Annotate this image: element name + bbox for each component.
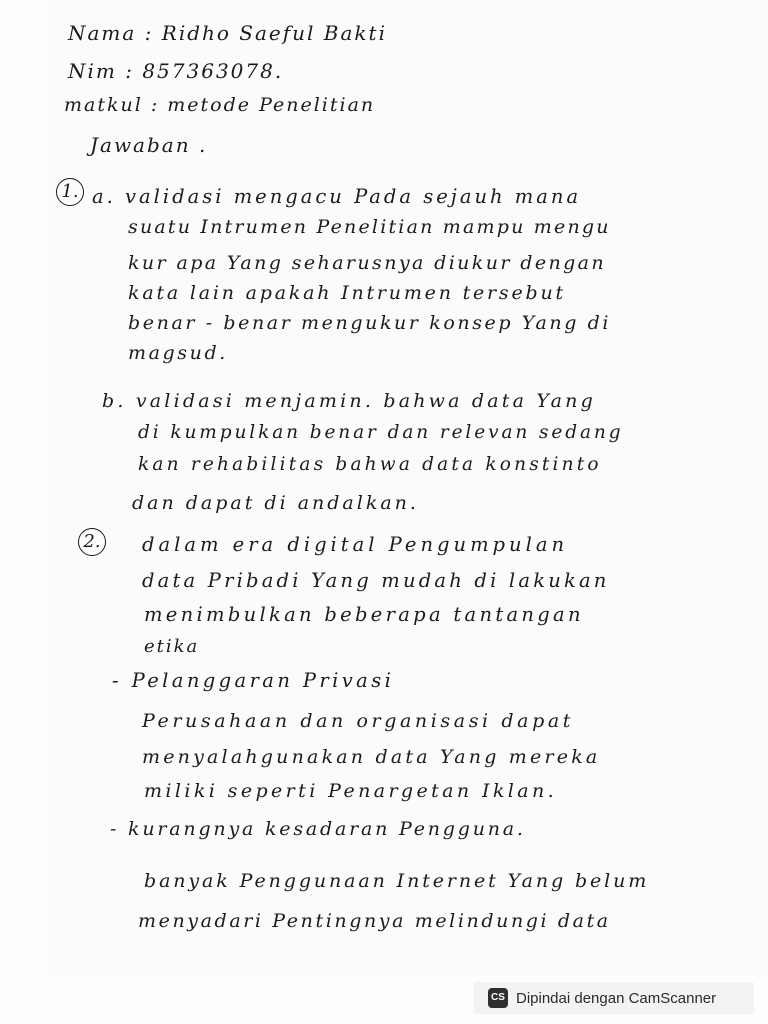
q2-line-5: - Pelanggaran Privasi (112, 669, 395, 692)
header-nim: Nim : 857363078. (68, 59, 284, 83)
q2-line-1: dalam era digital Pengumpulan (142, 533, 569, 556)
q2-line-9: - kurangnya kesadaran Pengguna. (110, 818, 526, 840)
q1b-line-2: di kumpulkan benar dan relevan sedang (138, 422, 624, 443)
q2-line-2: data Pribadi Yang mudah di lakukan (142, 569, 610, 592)
q2-line-11: menyadari Pentingnya melindungi data (138, 910, 611, 932)
camscanner-text: Dipindai dengan CamScanner (516, 989, 717, 1007)
q2-line-3: menimbulkan beberapa tantangan (144, 603, 584, 626)
q1b-line-1: b. validasi menjamin. bahwa data Yang (102, 390, 596, 412)
jawaban-heading: Jawaban . (90, 133, 208, 157)
question-2-number: 2. (78, 528, 106, 556)
camscanner-logo-icon: CS (488, 988, 508, 1008)
q1a-line-2: suatu Intrumen Penelitian mampu mengu (128, 216, 611, 238)
question-1-number: 1. (56, 178, 84, 206)
camscanner-watermark (474, 982, 754, 1014)
header-matkul: matkul : metode Penelitian (64, 94, 376, 116)
handwritten-sheet (46, 0, 768, 975)
q2-line-7: menyalahgunakan data Yang mereka (142, 746, 601, 768)
header-nama: Nama : Ridho Saeful Bakti (68, 21, 387, 45)
q1a-line-3: kur apa Yang seharusnya diukur dengan (128, 252, 607, 274)
q1a-line-5: benar - benar mengukur konsep Yang di (128, 312, 612, 334)
q1a-line-4: kata lain apakah Intrumen tersebut (128, 282, 566, 304)
q2-line-8: miliki seperti Penargetan Iklan. (144, 780, 558, 802)
q1b-line-3: kan rehabilitas bahwa data konstinto (138, 454, 602, 475)
q1a-line-1: a. validasi mengacu Pada sejauh mana (92, 185, 582, 208)
q1a-line-6: magsud. (128, 342, 228, 364)
q2-line-6: Perusahaan dan organisasi dapat (142, 710, 574, 732)
q2-line-4: etika (144, 636, 200, 657)
q2-line-10: banyak Penggunaan Internet Yang belum (144, 870, 650, 892)
q1b-line-4: dan dapat di andalkan. (132, 492, 419, 514)
